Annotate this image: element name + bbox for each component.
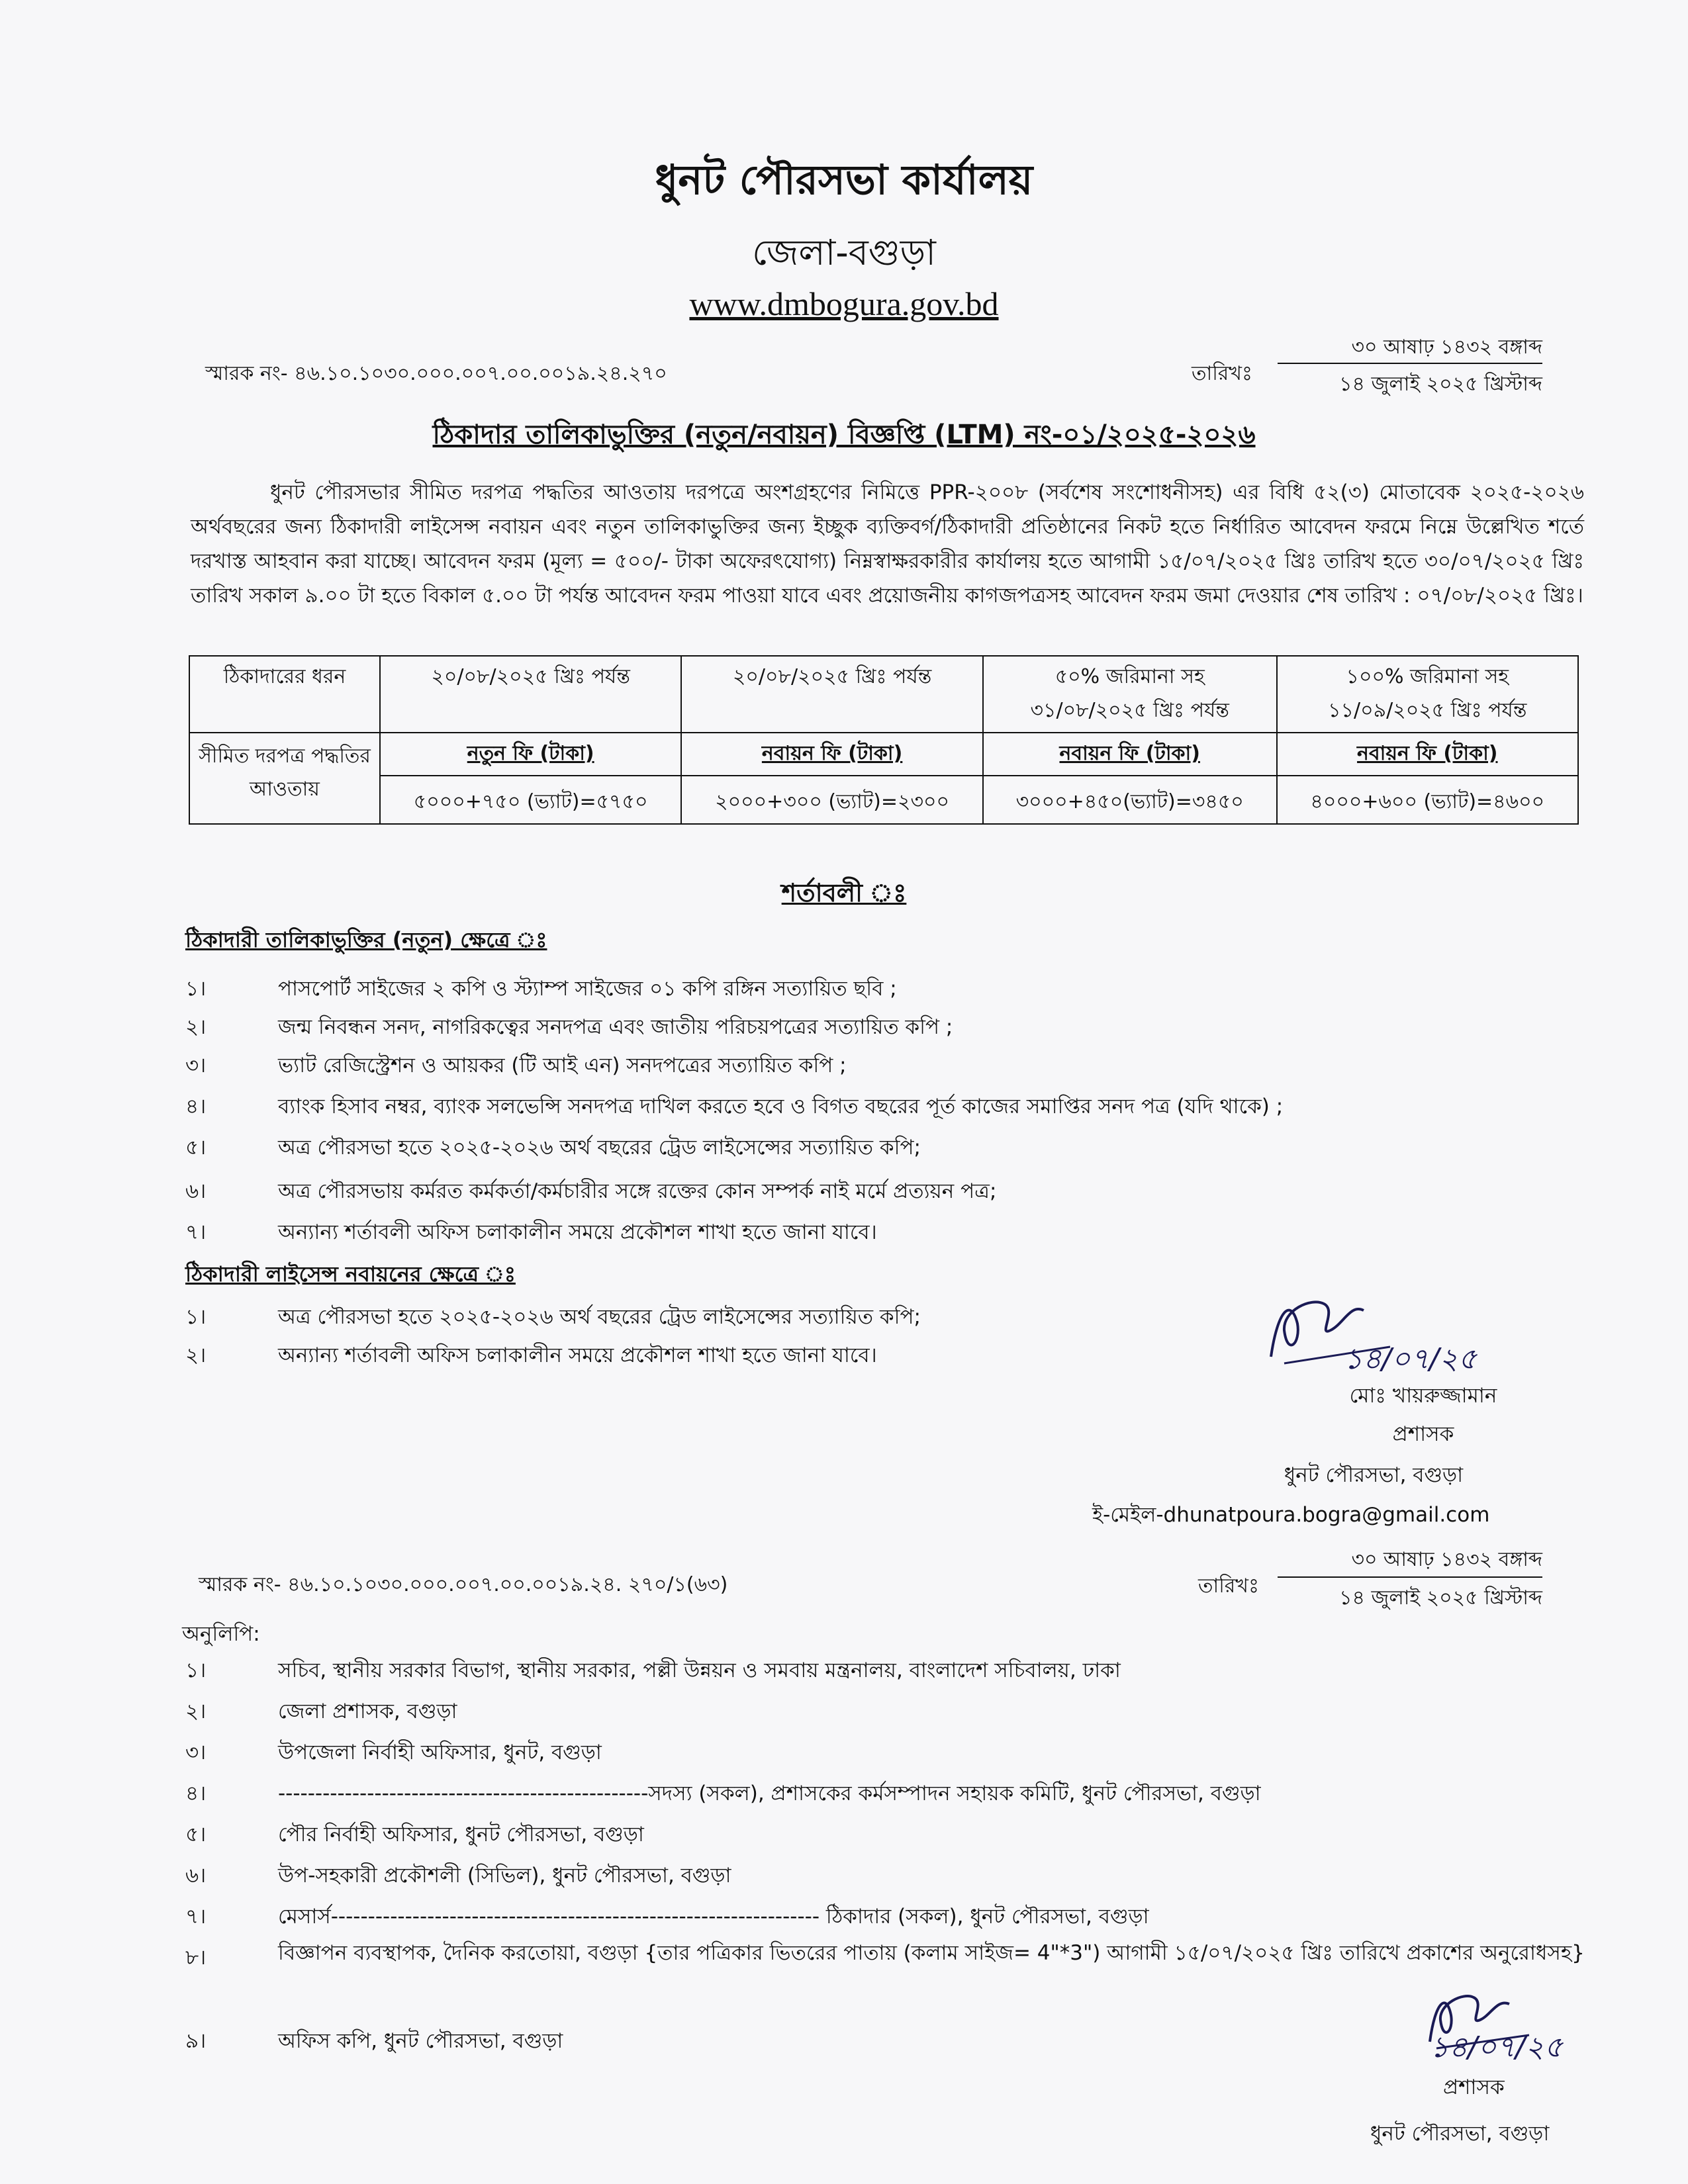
date-english: ১৪ জুলাই ২০২৫ খ্রিস্টাব্দ [1278, 1576, 1542, 1615]
list-item-number: ১। [185, 977, 207, 1001]
fee-value: ৪০০০+৬০০ (ভ্যাট)=৪৬০০ [1277, 776, 1578, 824]
deadline-line2: ২০/০৮/২০২৫ খ্রিঃ পর্যন্ত [431, 665, 630, 688]
table-row [189, 656, 1578, 733]
signatory-title: প্রশাসক [1392, 1422, 1454, 1446]
list-item-number: ৮। [185, 1946, 207, 1970]
deadline-cell [983, 656, 1277, 733]
footer-signatory-title: প্রশাসক [1443, 2075, 1505, 2099]
notice-title: ঠিকাদার তালিকাভুক্তির (নতুন/নবায়ন) বিজ্ঞপ্তি (LTM) নং-০১/২০২৫-২০২৬ [432, 420, 1256, 450]
list-item-number: ৬। [185, 1864, 207, 1888]
list-item-number: ৫। [185, 1136, 207, 1160]
memo-number: স্মারক নং- ৪৬.১০.১০৩০.০০০.০০৭.০০.০০১৯.২৪. ২৭০/১(৬৩) [199, 1573, 728, 1596]
district-name: জেলা-বগুড়া [752, 232, 936, 273]
list-item: অফিস কপি, ধুনট পৌরসভা, বগুড়া [278, 2029, 563, 2053]
list-item-number: ২। [185, 1015, 207, 1039]
list-item: ব্যাংক হিসাব নম্বর, ব্যাংক সলভেন্সি সনদপত্র দাখিল করতে হবে ও বিগত বছরের পূর্ত কাজের সমাপ্তির সনদ পত্র (যদি থাকে) ; [278, 1095, 1284, 1118]
deadline-line2: ২০/০৮/২০২৫ খ্রিঃ পর্যন্ত [732, 665, 932, 688]
footer-signatory-office: ধুনট পৌরসভা, বগুড়া [1370, 2122, 1550, 2146]
list-item-number: ২। [185, 1700, 207, 1723]
list-item: ভ্যাট রেজিস্ট্রেশন ও আয়কর (টি আই এন) সনদপত্রের সত্যায়িত কপি ; [278, 1054, 847, 1077]
copies-heading: অনুলিপি: [182, 1622, 260, 1646]
footer-signature-date: ১৪/০৭/২৫ [1430, 2030, 1564, 2064]
list-item-number: ৪। [185, 1782, 207, 1805]
list-item: মেসার্স------------------------------------------------------------------ ঠিকাদার (সকল), ধুনট পৌরসভা, বগুড়া [278, 1905, 1149, 1929]
list-item: পাসপোর্ট সাইজের ২ কপি ও স্ট্যাম্প সাইজের ০১ কপি রঙ্গিন সত্যায়িত ছবি ; [278, 977, 897, 1001]
list-item: অত্র পৌরসভা হতে ২০২৫-২০২৬ অর্থ বছরের ট্রেড লাইসেন্সের সত্যায়িত কপি; [278, 1136, 921, 1160]
table-row [189, 776, 1578, 824]
list-item: জন্ম নিবন্ধন সনদ, নাগরিকত্বের সনদপত্র এবং জাতীয় পরিচয়পত্রের সত্যায়িত কপি ; [278, 1015, 953, 1039]
date-english: ১৪ জুলাই ২০২৫ খ্রিস্টাব্দ [1278, 363, 1542, 402]
fee-header: নবায়ন ফি (টাকা) [1277, 733, 1578, 776]
list-item: অত্র পৌরসভায় কর্মরত কর্মকর্তা/কর্মচারীর সঙ্গে রক্তের কোন সম্পর্ক নাই মর্মে প্রত্যয়ন পত্র; [278, 1179, 997, 1203]
deadline-cell [380, 656, 681, 733]
fee-header: নবায়ন ফি (টাকা) [681, 733, 983, 776]
signatory-email[interactable]: ই-মেইল-dhunatpoura.bogra@gmail.com [1092, 1503, 1490, 1527]
list-item: পৌর নির্বাহী অফিসার, ধুনট পৌরসভা, বগুড়া [278, 1823, 644, 1846]
fee-header: নতুন ফি (টাকা) [380, 733, 681, 776]
list-item: --------------------------------------------------সদস্য (সকল), প্রশাসকের কর্মসম্পাদন সহায়ক কমিটি, ধুনট পৌরসভা, বগুড়া [278, 1782, 1261, 1805]
list-item-number: ৭। [185, 1905, 207, 1929]
list-item-number: ২। [185, 1343, 207, 1367]
list-item: উপ-সহকারী প্রকৌশলী (সিভিল), ধুনট পৌরসভা, বগুড়া [278, 1864, 731, 1888]
date-label: তারিখঃ [1198, 1574, 1259, 1598]
date-bangla: ৩০ আষাঢ় ১৪৩২ বঙ্গাব্দ [1351, 336, 1542, 359]
fee-value: ২০০০+৩০০ (ভ্যাট)=২৩০০ [681, 776, 983, 824]
signatory-office: ধুনট পৌরসভা, বগুড়া [1284, 1463, 1464, 1487]
list-item-number: ৯। [185, 2029, 207, 2053]
deadline-line1: ৫০% জরিমানা সহ [1055, 665, 1205, 688]
list-item-number: ৩। [185, 1054, 207, 1077]
deadline-line2: ৩১/০৮/২০২৫ খ্রিঃ পর্যন্ত [1030, 699, 1229, 722]
memo-number: স্মারক নং- ৪৬.১০.১০৩০.০০০.০০৭.০০.০০১৯.২৪.২৭০ [205, 362, 667, 385]
new-enlistment-heading: ঠিকাদারী তালিকাভুক্তির (নতুন) ক্ষেত্রে ঃ [185, 927, 547, 952]
notice-body: ধুনট পৌরসভার সীমিত দরপত্র পদ্ধতির আওতায় দরপত্রে অংশগ্রহণের নিমিত্তে PPR-২০০৮ (সর্বশেষ সংশোধনীসহ) এর বিধি ৫২(৩) মোতাবেক ২০২৫-২০২৬ অর্থবছরের জন্য ঠিকাদারী লাইসেন্স নবায়ন এবং নতুন তালিকাভুক্তির জন্য ইচ্ছুক ব্যক্তিবর্গ/ঠিকাদারী প্রতিষ্ঠানের নিকট হতে নির্ধারিত আবেদন ফরমে নিম্নে উল্লেখিত শর্তে দরখাস্ত আহবান করা যাচ্ছে। আবেদন ফরম (মূল্য = ৫০০/- টাকা অফেরৎযোগ্য) নিম্নস্বাক্ষরকারীর কার্যালয় হতে আগামী ১৫/০৭/২০২৫ খ্রিঃ তারিখ হতে ৩০/০৭/২০২৫ খ্রিঃ তারিখ সকাল ৯.০০ টা হতে বিকাল ৫.০০ টা পর্যন্ত আবেদন ফরম পাওয়া যাবে এবং প্রয়োজনীয় কাগজপত্রসহ আবেদন ফরম জমা দেওয়ার শেষ তারিখ : ০৭/০৮/২০২৫ খ্রিঃ। [191, 480, 1584, 608]
contractor-type-header: ঠিকাদারের ধরন [189, 656, 380, 733]
table-row [189, 733, 1578, 776]
category-cell: সীমিত দরপত্র পদ্ধতির আওতায় [189, 733, 380, 824]
signature-date: ১৪/০৭/২৫ [1344, 1342, 1477, 1376]
list-item: সচিব, স্থানীয় সরকার বিভাগ, স্থানীয় সরকার, পল্লী উন্নয়ন ও সমবায় মন্ত্রনালয়, বাংলাদেশ সচিবালয়, ঢাকা [278, 1659, 1121, 1682]
website-link[interactable]: www.dmbogura.gov.bd [689, 285, 999, 322]
terms-title: শর্তাবলী ঃ [781, 878, 907, 907]
fee-table [189, 655, 1579, 825]
list-item-number: ১। [185, 1305, 207, 1329]
renewal-heading: ঠিকাদারী লাইসেন্স নবায়নের ক্ষেত্রে ঃ [185, 1261, 516, 1287]
list-item-number: ৬। [185, 1179, 207, 1203]
office-title: ধুনট পৌরসভা কার্যালয় [655, 156, 1033, 204]
deadline-line2: ১১/০৯/২০২৫ খ্রিঃ পর্যন্ত [1328, 699, 1527, 722]
list-item-number: ১। [185, 1659, 207, 1682]
deadline-line1: ১০০% জরিমানা সহ [1346, 665, 1509, 688]
date-label: তারিখঃ [1192, 362, 1252, 385]
list-item: অন্যান্য শর্তাবলী অফিস চলাকালীন সময়ে প্রকৌশল শাখা হতে জানা যাবে। [278, 1343, 877, 1367]
deadline-cell [1277, 656, 1578, 733]
list-item-number: ৩। [185, 1741, 207, 1764]
signatory-name: মোঃ খায়রুজ্জামান [1349, 1384, 1497, 1408]
fee-value: ৩০০০+৪৫০(ভ্যাট)=৩৪৫০ [983, 776, 1277, 824]
list-item-number: ৫। [185, 1823, 207, 1846]
fee-header: নবায়ন ফি (টাকা) [983, 733, 1277, 776]
date-bangla: ৩০ আষাঢ় ১৪৩২ বঙ্গাব্দ [1351, 1548, 1542, 1571]
deadline-cell [681, 656, 983, 733]
list-item: বিজ্ঞাপন ব্যবস্থাপক, দৈনিক করতোয়া, বগুড়া {তার পত্রিকার ভিতরের পাতায় (কলাম সাইজ= 4"*3") আগামী ১৫/০৭/২০২৫ খ্রিঃ তারিখে প্রকাশের অনুরোধসহ} [278, 1941, 1585, 1965]
list-item: অন্যান্য শর্তাবলী অফিস চলাকালীন সময়ে প্রকৌশল শাখা হতে জানা যাবে। [278, 1220, 877, 1244]
list-item: জেলা প্রশাসক, বগুড়া [278, 1700, 457, 1723]
list-item: উপজেলা নির্বাহী অফিসার, ধুনট, বগুড়া [278, 1741, 602, 1764]
list-item-number: ৪। [185, 1095, 207, 1118]
fee-value: ৫০০০+৭৫০ (ভ্যাট)=৫৭৫০ [380, 776, 681, 824]
list-item-number: ৭। [185, 1220, 207, 1244]
list-item: অত্র পৌরসভা হতে ২০২৫-২০২৬ অর্থ বছরের ট্রেড লাইসেন্সের সত্যায়িত কপি; [278, 1305, 921, 1329]
